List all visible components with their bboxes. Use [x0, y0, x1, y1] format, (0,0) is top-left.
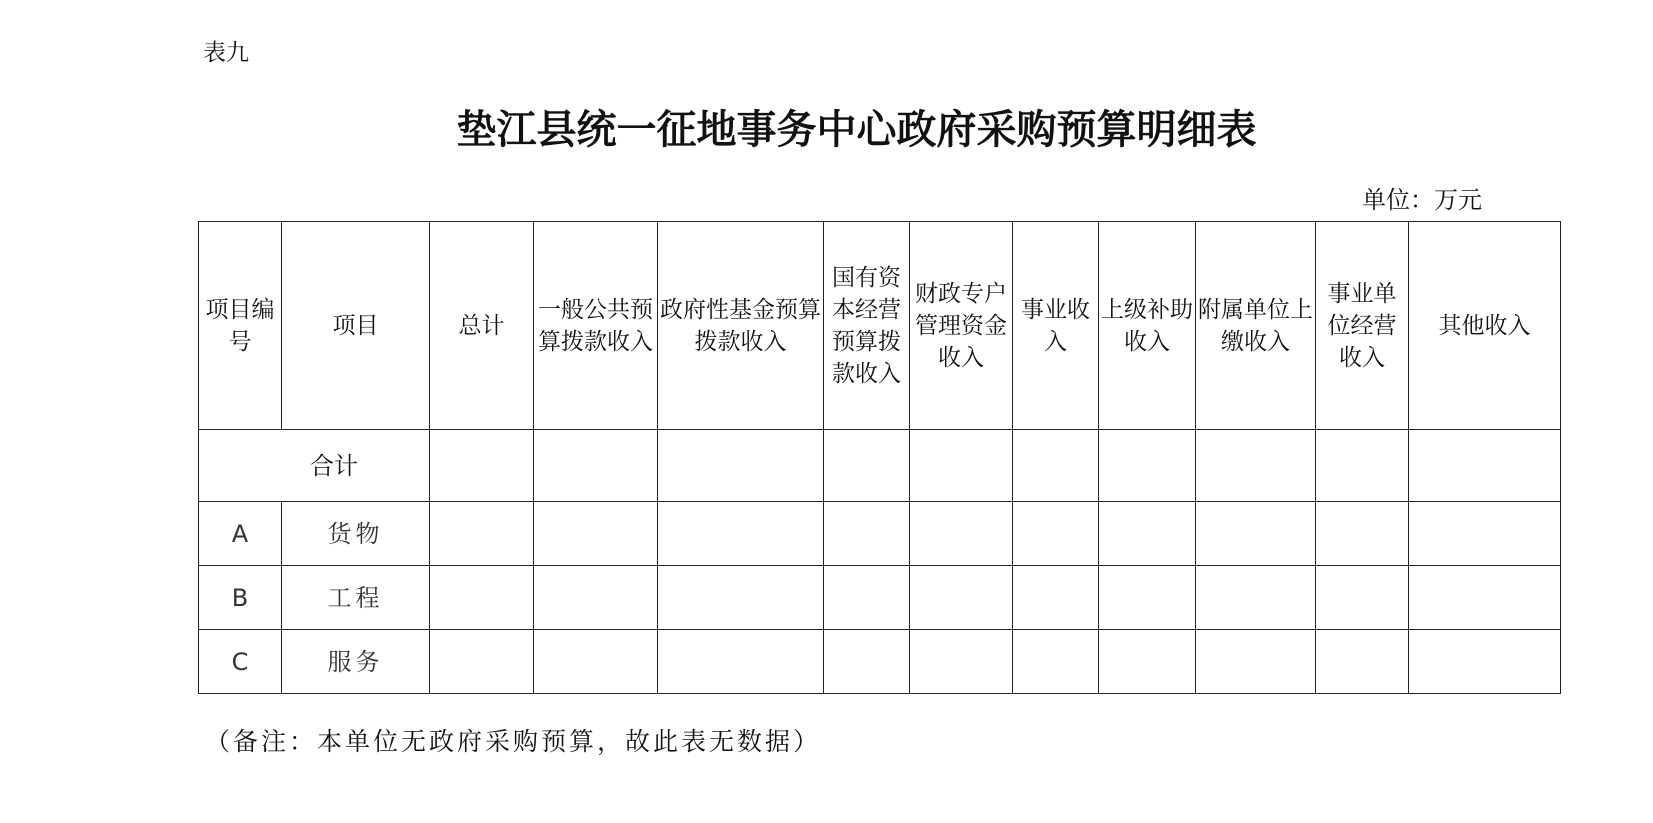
header-general-public-budget: 一般公共预算拨款收入 [534, 222, 658, 430]
header-superior-subsidy: 上级补助收入 [1099, 222, 1196, 430]
table-cell [1013, 502, 1099, 566]
table-row [199, 630, 1561, 694]
header-government-fund-budget: 政府性基金预算拨款收入 [658, 222, 824, 430]
header-special-account-funds: 财政专户管理资金收入 [910, 222, 1013, 430]
row-name: 货物 [282, 502, 430, 566]
table-cell [430, 502, 534, 566]
table-cell [1099, 630, 1196, 694]
table-cell [910, 566, 1013, 630]
header-item-name: 项目 [282, 222, 430, 430]
table-cell [534, 566, 658, 630]
table-cell [910, 630, 1013, 694]
row-code: B [199, 566, 282, 630]
table-cell [1316, 430, 1409, 502]
table-cell [1099, 430, 1196, 502]
table-cell [1196, 630, 1316, 694]
table-cell [534, 430, 658, 502]
table-cell [534, 502, 658, 566]
table-cell [658, 502, 824, 566]
procurement-budget-table [198, 221, 1561, 694]
table-cell [430, 630, 534, 694]
table-cell [658, 430, 824, 502]
footnote: （备注：本单位无政府采购预算，故此表无数据） [205, 727, 822, 756]
table-cell [1196, 502, 1316, 566]
total-row-label: 合计 [199, 430, 430, 502]
table-cell [658, 630, 824, 694]
table-cell [1013, 566, 1099, 630]
header-operating-income: 事业单位经营收入 [1316, 222, 1409, 430]
table-cell [1013, 430, 1099, 502]
table-number-label: 表九 [203, 40, 249, 66]
header-subordinate-remittance: 附属单位上缴收入 [1196, 222, 1316, 430]
table-cell [1196, 566, 1316, 630]
table-cell [1409, 566, 1561, 630]
table-cell [1316, 630, 1409, 694]
header-total: 总计 [430, 222, 534, 430]
table-cell [534, 630, 658, 694]
row-name: 工程 [282, 566, 430, 630]
table-row [199, 502, 1561, 566]
table-cell [1196, 430, 1316, 502]
table-cell [910, 502, 1013, 566]
total-row [199, 430, 1561, 502]
table-cell [1099, 566, 1196, 630]
table-cell [1013, 630, 1099, 694]
header-business-income: 事业收入 [1013, 222, 1099, 430]
table-cell [824, 502, 910, 566]
table-cell [1409, 430, 1561, 502]
table-cell [1316, 566, 1409, 630]
table-row [199, 566, 1561, 630]
table-cell [824, 430, 910, 502]
table-cell [430, 566, 534, 630]
header-other-income: 其他收入 [1409, 222, 1561, 430]
header-item-code: 项目编号 [199, 222, 282, 430]
header-state-capital-budget: 国有资本经营预算拨款收入 [824, 222, 910, 430]
table-cell [824, 630, 910, 694]
table-cell [1409, 630, 1561, 694]
table-cell [824, 566, 910, 630]
table-cell [1099, 502, 1196, 566]
row-name: 服务 [282, 630, 430, 694]
row-code: C [199, 630, 282, 694]
table-cell [658, 566, 824, 630]
page-title: 垫江县统一征地事务中心政府采购预算明细表 [456, 106, 1257, 153]
table-cell [910, 430, 1013, 502]
table-cell [1316, 502, 1409, 566]
table-cell [1409, 502, 1561, 566]
table-cell [430, 430, 534, 502]
header-row [199, 222, 1561, 430]
unit-label: 单位：万元 [1362, 186, 1482, 214]
row-code: A [199, 502, 282, 566]
